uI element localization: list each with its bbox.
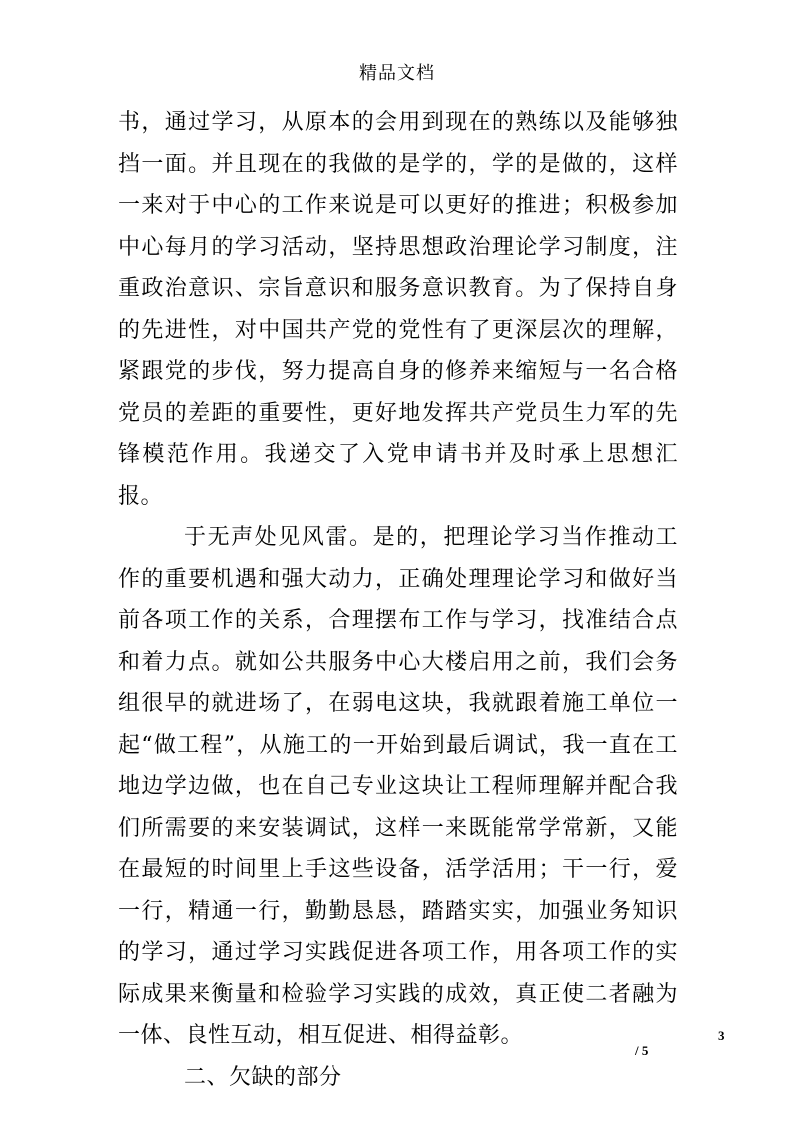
document-body	[118, 102, 678, 1098]
page-header-title: 精品文档	[359, 63, 435, 84]
paragraph-theory-study: 于无声处见风雷。是的，把理论学习当作推动工作的重要机遇和强大动力，正确处理理论学习和做好当前各项工作的关系，合理摆布工作与学习，找准结合点和着力点。就如公共服务中心大楼启用之前，我们会务组很早的就进场了，在弱电这块，我就跟着施工单位一起“做工程”，从施工的一开始到最后调试，我一直在工地边学边做，也在自己专业这块让工程师理解并配合我们所需要的来安装调试，这样一来既能常学常新，又能在最短的时间里上手这些设备，活学活用；干一行，爱一行，精通一行，勤勤恳恳，踏踏实实，加强业务知识的学习，通过学习实践促进各项工作，用各项工作的实际成果来衡量和检验学习实践的成效，真正使二者融为一体、良性互动，相互促进、相得益彰。	[118, 525, 678, 1048]
page-total: / 5	[635, 1043, 649, 1058]
paragraph-continuation: 书，通过学习，从原本的会用到现在的熟练以及能够独挡一面。并且现在的我做的是学的，学的是做的，这样一来对于中心的工作来说是可以更好的推进；积极参加中心每月的学习活动，坚持思想政治理论学习制度，注重政治意识、宗旨意识和服务意识教育。为了保持自身的先进性，对中国共产党的党性有了更深层次的理解，紧跟党的步伐，努力提高自身的修养来缩短与一名合格党员的差距的重要性，更好地发挥共产党员生力军的先锋模范作用。我递交了入党申请书并及时承上思想汇报。	[118, 110, 678, 509]
page-number: 3	[718, 1028, 725, 1043]
section-heading-shortcomings: 二、欠缺的部分	[184, 1064, 342, 1090]
